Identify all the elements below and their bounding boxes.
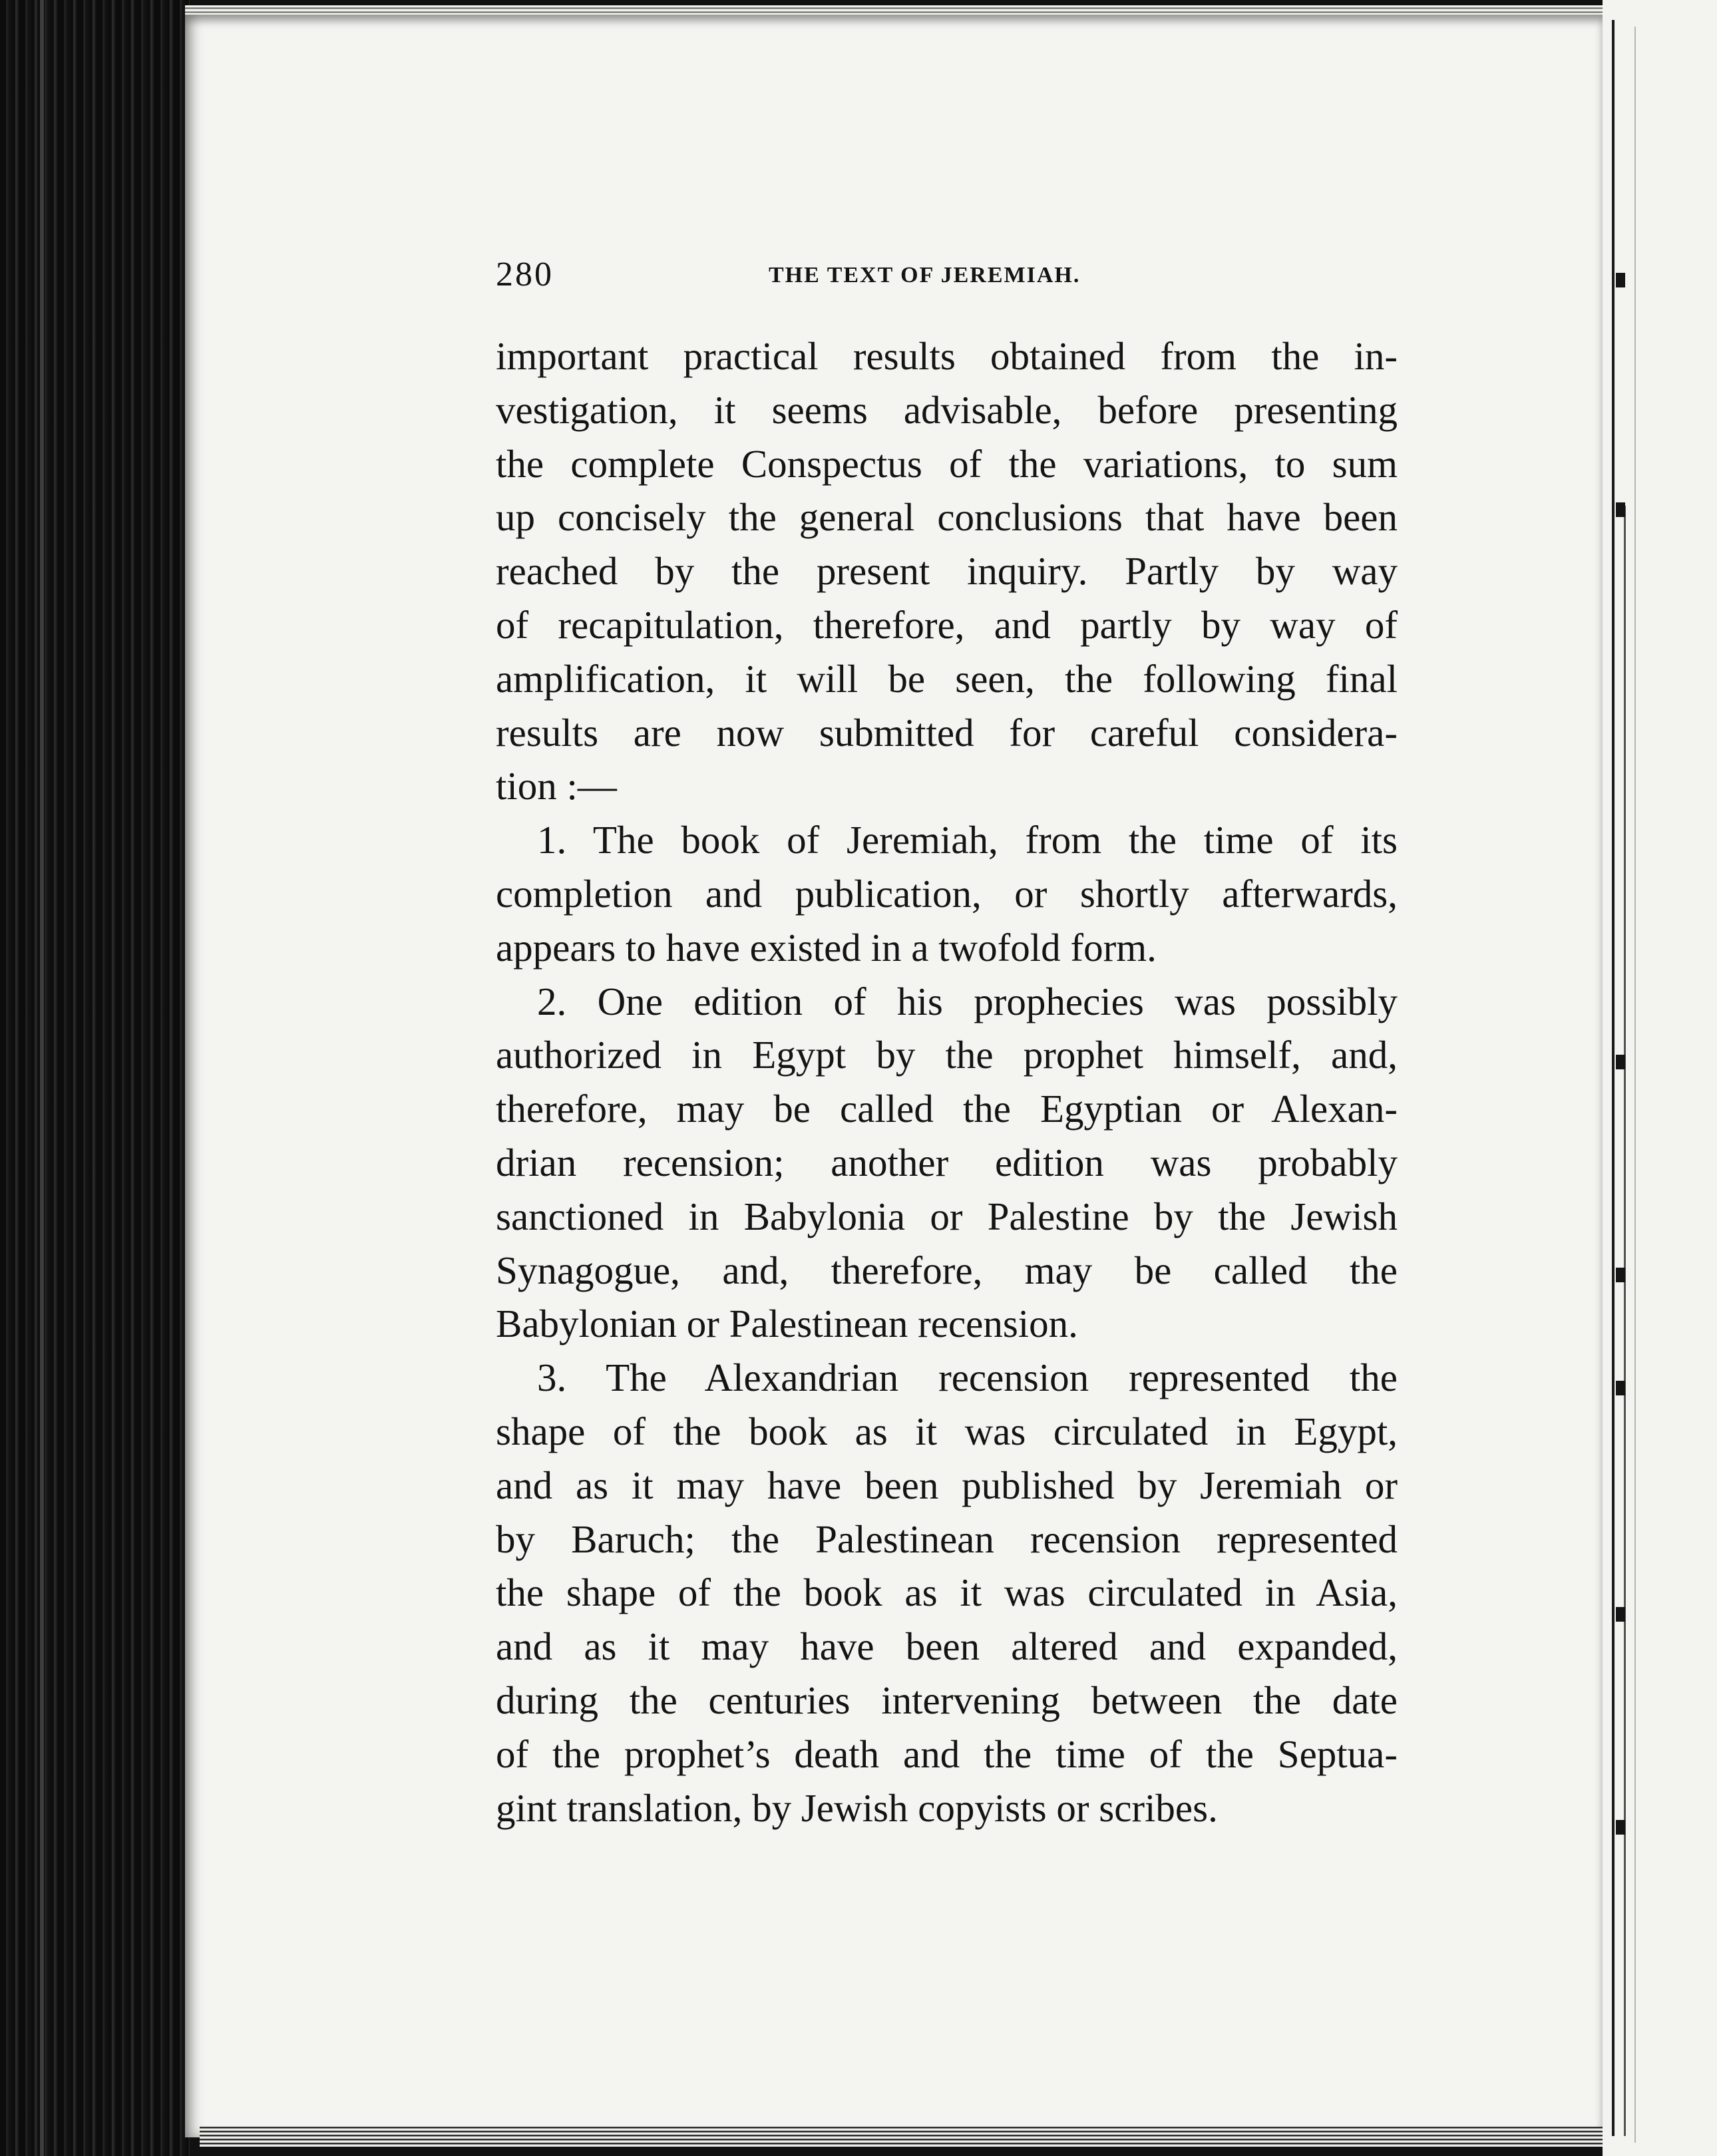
text-line: important practical results obtained from the in- xyxy=(496,334,1398,378)
right-edge-tick xyxy=(1616,1381,1625,1395)
right-page-edge-line-secondary xyxy=(1624,506,1626,2136)
text-line: and as it may have been altered and expanded, xyxy=(496,1624,1398,1669)
text-line: sanctioned in Babylonia or Palestine by the Jewish xyxy=(496,1194,1398,1238)
text-line: tion :— xyxy=(496,764,617,808)
bottom-page-edges xyxy=(200,2127,1604,2147)
paragraph-item-3 xyxy=(496,1351,1398,1835)
text-line: authorized in Egypt by the prophet himself, and, xyxy=(496,1033,1398,1077)
text-line: therefore, may be called the Egyptian or Alexan- xyxy=(496,1087,1398,1131)
book-spine-edge xyxy=(0,0,190,2156)
running-head: THE TEXT OF JEREMIAH. xyxy=(769,263,1081,287)
right-edge-tick xyxy=(1616,1820,1625,1835)
text-line: 2. One edition of his prophecies was possibly xyxy=(537,979,1398,1023)
right-page-edge-line xyxy=(1612,20,1615,2136)
text-line: reached by the present inquiry. Partly by way xyxy=(496,549,1398,594)
right-page-edge-line-faint xyxy=(1634,27,1636,2143)
right-edge-tick xyxy=(1616,1268,1625,1282)
text-line: of recapitulation, therefore, and partly by way of xyxy=(496,602,1398,647)
text-line: vestigation, it seems advisable, before presenting xyxy=(496,387,1398,432)
right-edge-tick xyxy=(1616,273,1625,287)
text-line: and as it may have been published by Jeremiah or xyxy=(496,1463,1398,1507)
text-line: results are now submitted for careful considera- xyxy=(496,710,1398,755)
page-number: 280 xyxy=(496,256,554,293)
text-line: the shape of the book as it was circulated in Asia, xyxy=(496,1570,1398,1615)
text-line: of the prophet’s death and the time of the Septua- xyxy=(496,1731,1398,1776)
right-edge-tick xyxy=(1616,502,1625,517)
text-line: amplification, it will be seen, the following final xyxy=(496,656,1398,701)
spine-highlight xyxy=(40,0,44,2156)
paragraph-item-2 xyxy=(496,975,1398,1351)
page-body-text xyxy=(496,329,1398,1835)
text-line: shape of the book as it was circulated in Egypt, xyxy=(496,1409,1398,1453)
text-line: 3. The Alexandrian recension represented the xyxy=(537,1355,1398,1400)
right-edge-tick xyxy=(1616,1055,1625,1069)
text-line: completion and publication, or shortly afterwards, xyxy=(496,871,1398,916)
text-line: during the centuries intervening between the date xyxy=(496,1678,1398,1722)
text-line: drian recension; another edition was probably xyxy=(496,1140,1398,1184)
right-edge-tick xyxy=(1616,1607,1625,1622)
paragraph-item-1 xyxy=(496,813,1398,974)
text-line: 1. The book of Jeremiah, from the time of its xyxy=(537,818,1398,862)
text-line: the complete Conspectus of the variations, to sum xyxy=(496,441,1398,486)
text-line: by Baruch; the Palestinean recension represented xyxy=(496,1517,1398,1561)
text-line: up concisely the general conclusions that have been xyxy=(496,495,1398,540)
paragraph xyxy=(496,329,1398,813)
text-line: gint translation, by Jewish copyists or scribes. xyxy=(496,1785,1218,1830)
text-line: appears to have existed in a twofold form. xyxy=(496,925,1157,970)
text-line: Synagogue, and, therefore, may be called the xyxy=(496,1248,1398,1292)
page-header xyxy=(496,255,1401,295)
text-line: Babylonian or Palestinean recension. xyxy=(496,1302,1078,1346)
